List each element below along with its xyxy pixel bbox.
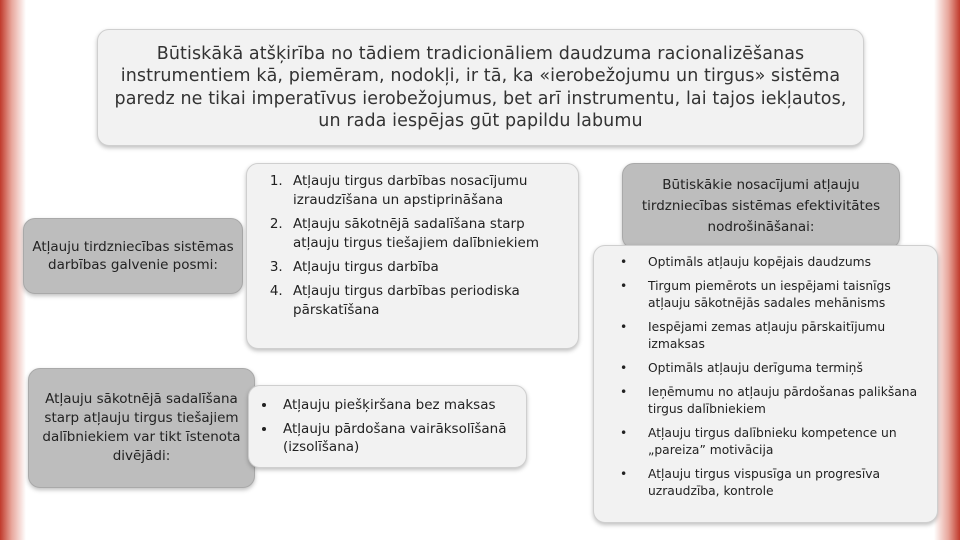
stages-label: Atļauju tirdzniecības sistēmas darbības galvenie posmi: — [32, 239, 234, 273]
allocation-item-2: • Atļauju pārdošana vairāksolīšanā (izsolīšana) — [277, 420, 516, 456]
condition-item-7: • Atļauju tirgus vispusīga un progresīva uzraudzība, kontrole — [624, 466, 927, 500]
allocation-list-box — [248, 385, 527, 468]
condition-item-5: • Ieņēmumu no atļauju pārdošanas palikšana tirgus dalībniekiem — [624, 384, 927, 418]
allocation-label-box — [28, 368, 255, 488]
stage-item-4: 4. Atļauju tirgus darbības periodiska pārskatīšana — [287, 282, 568, 320]
title-box — [97, 29, 864, 146]
allocation-label: Atļauju sākotnējā sadalīšana starp atļauju tirgus tiešajiem dalībniekiem var tikt īstenota divējādi: — [42, 391, 241, 464]
condition-item-2: • Tirgum piemērots un iespējami taisnīgs atļauju sākotnējās sadales mehānisms — [624, 278, 927, 312]
conditions-label-box — [622, 163, 900, 249]
condition-item-3: • Iespējami zemas atļauju pārskaitījumu izmaksas — [624, 319, 927, 353]
condition-item-6: • Atļauju tirgus dalībnieku kompetence un „pareiza” motivācija — [624, 425, 927, 459]
allocation-item-1: • Atļauju piešķiršana bez maksas — [277, 396, 516, 414]
allocation-list — [259, 396, 516, 456]
conditions-label: Būtiskākie nosacījumi atļauju tirdzniecības sistēmas efektivitātes nodrošināšanai: — [641, 176, 881, 235]
stages-list-box — [246, 163, 579, 349]
stages-list — [257, 172, 568, 320]
condition-item-4: • Optimāls atļauju derīguma termiņš — [624, 360, 927, 377]
conditions-list-box — [593, 245, 938, 523]
stages-label-box — [23, 218, 243, 294]
stage-item-3: 3. Atļauju tirgus darbība — [287, 258, 568, 277]
conditions-list — [604, 254, 927, 500]
stage-item-2: 2. Atļauju sākotnējā sadalīšana starp atļauju tirgus tiešajiem dalībniekiem — [287, 215, 568, 253]
stage-item-1: 1. Atļauju tirgus darbības nosacījumu izraudzīšana un apstiprināšana — [287, 172, 568, 210]
condition-item-1: • Optimāls atļauju kopējais daudzums — [624, 254, 927, 271]
title-text: Būtiskākā atšķirība no tādiem tradicionāliem daudzuma racionalizēšanas instrumentiem kā, piemēram, nodokļi, ir tā, ka «ierobežojumu un tirgus» sistēma paredz ne tikai imperatīvus ierobežojumus, bet arī instrumentu, lai tajos iekļautos, un rada iespējas gūt papildu labumu — [114, 43, 847, 131]
